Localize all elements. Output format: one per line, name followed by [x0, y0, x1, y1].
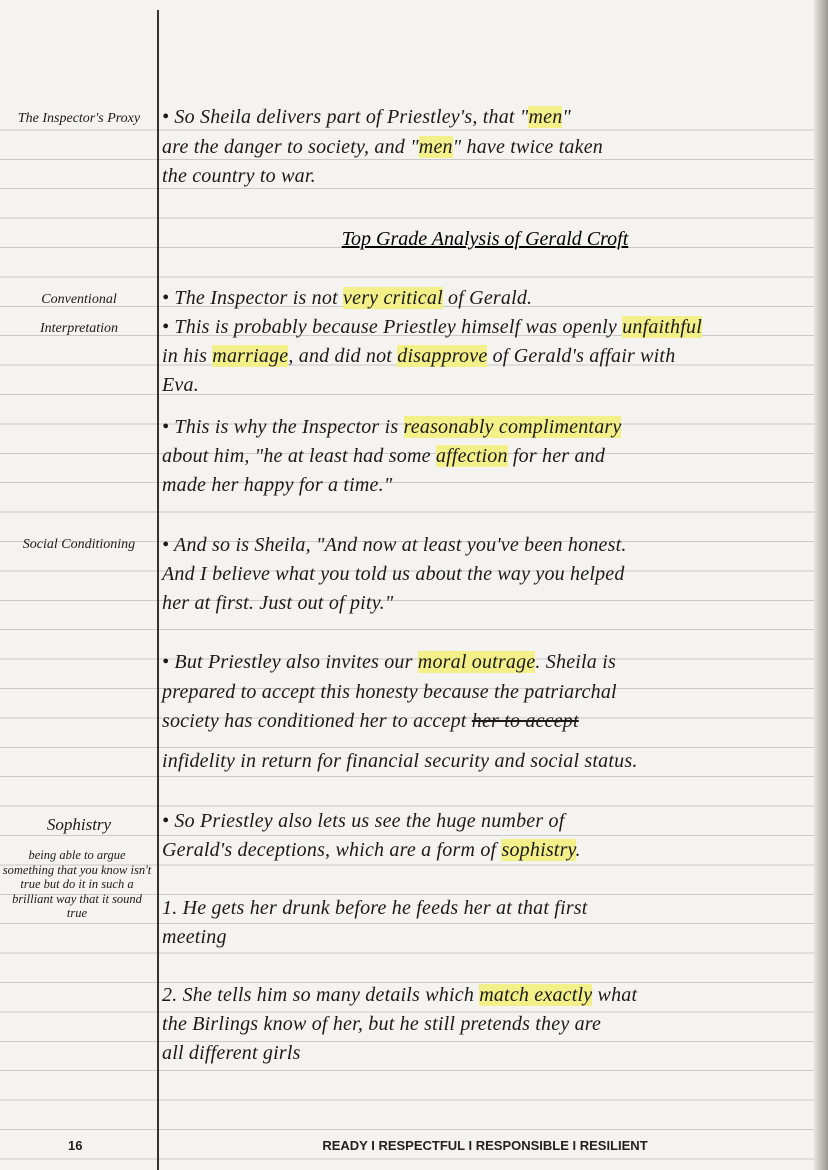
text-line: the Birlings know of her, but he still pretends they are — [162, 1013, 602, 1035]
text-line: • But Priestley also invites our moral outrage. Sheila is — [162, 651, 616, 673]
margin-label-conventional: Conventional Interpretation — [39, 292, 119, 336]
text-line: prepared to accept this honesty because the patriarchal — [162, 681, 617, 703]
text-line: all different girls — [162, 1042, 301, 1064]
text-line: • The Inspector is not very critical of Gerald. — [162, 287, 533, 309]
margin-rule — [157, 10, 159, 1170]
text-line: the country to war. — [162, 165, 316, 187]
page-edge — [814, 0, 828, 1170]
section-heading: Top Grade Analysis of Gerald Croft — [341, 228, 629, 250]
text-line: about him, "he at least had some affection for her and — [162, 445, 606, 467]
text-line: • This is probably because Priestley himself was openly unfaithful — [162, 316, 702, 338]
text-line: infidelity in return for financial security and social status. — [162, 750, 638, 772]
text-line: made her happy for a time." — [162, 474, 393, 496]
text-line: in his marriage, and did not disapprove of Gerald's affair with — [162, 345, 676, 367]
text-line: her at first. Just out of pity." — [162, 592, 394, 614]
text-line: Eva. — [162, 374, 199, 396]
margin-label-proxy: The Inspector's Proxy — [17, 111, 141, 126]
page-number: 16 — [68, 1138, 83, 1153]
text-line: 2. She tells him so many details which match exactly what — [162, 984, 638, 1006]
text-line: • This is why the Inspector is reasonably complimentary — [162, 416, 622, 438]
margin-label-social: Social Conditioning — [22, 537, 136, 552]
text-line: • So Sheila delivers part of Priestley's, that "men" — [162, 106, 571, 128]
page-top — [0, 0, 828, 100]
margin-label-sophistry: Sophistry — [46, 815, 112, 834]
sophistry-definition: being able to argue something that you know isn't true but do it in such a brilliant way that it sound true — [2, 848, 152, 920]
text-line: are the danger to society, and "men" have twice taken — [162, 136, 603, 158]
text-line: meeting — [162, 926, 227, 948]
text-line: society has conditioned her to accept her to accept — [162, 710, 579, 732]
text-line: • And so is Sheila, "And now at least you've been honest. — [162, 534, 627, 556]
footer-motto: READY I RESPECTFUL I RESPONSIBLE I RESILIENT — [322, 1138, 648, 1153]
text-line: Gerald's deceptions, which are a form of sophistry. — [162, 839, 581, 861]
text-line: 1. He gets her drunk before he feeds her at that first — [162, 897, 588, 919]
text-line: • So Priestley also lets us see the huge number of — [162, 810, 565, 832]
text-line: And I believe what you told us about the way you helped — [162, 563, 625, 585]
